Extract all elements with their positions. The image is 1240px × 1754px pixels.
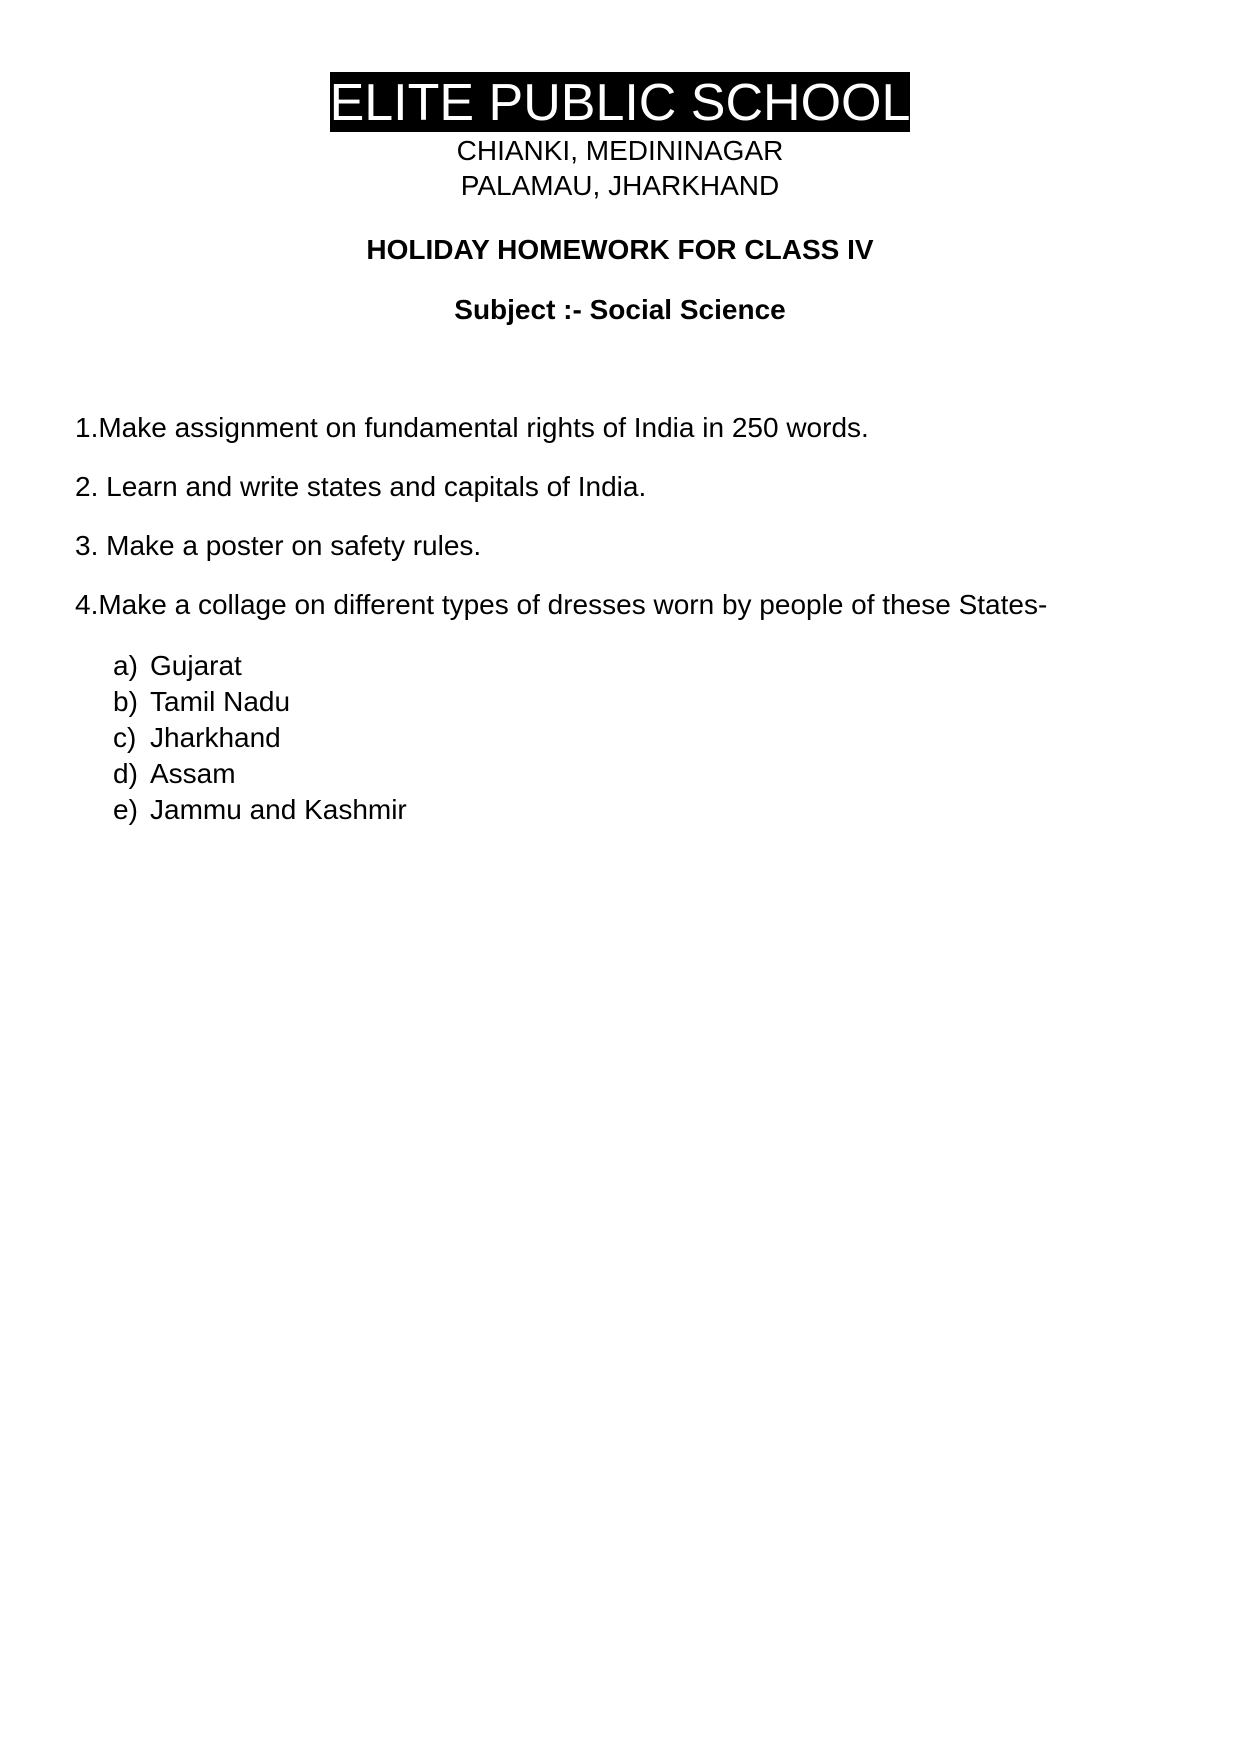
state-item bbox=[113, 684, 407, 720]
state-marker: a) bbox=[113, 650, 138, 681]
state-item bbox=[113, 756, 407, 792]
state-marker: c) bbox=[113, 722, 137, 753]
state-item bbox=[113, 648, 407, 684]
address-line-2: PALAMAU, JHARKHAND bbox=[460, 170, 780, 201]
task-item-1: 1.Make assignment on fundamental rights of India in 250 words. bbox=[75, 412, 869, 443]
task-item-4: 4.Make a collage on different types of dresses worn by people of these States- bbox=[75, 589, 1048, 620]
state-name: Tamil Nadu bbox=[150, 686, 291, 717]
state-marker: e) bbox=[113, 794, 138, 825]
state-item bbox=[113, 792, 407, 828]
school-header bbox=[0, 72, 1240, 203]
task-item-2: 2. Learn and write states and capitals of India. bbox=[75, 471, 647, 502]
state-name: Jammu and Kashmir bbox=[150, 794, 407, 825]
state-marker: d) bbox=[113, 758, 138, 789]
state-marker: b) bbox=[113, 686, 138, 717]
address-line-1: CHIANKI, MEDININAGAR bbox=[456, 135, 784, 166]
school-name: ELITE PUBLIC SCHOOL bbox=[329, 74, 911, 132]
state-list bbox=[113, 648, 407, 828]
task-item-3: 3. Make a poster on safety rules. bbox=[75, 530, 482, 561]
state-name: Assam bbox=[150, 758, 236, 789]
homework-title: HOLIDAY HOMEWORK FOR CLASS IV bbox=[366, 234, 874, 265]
state-item bbox=[113, 720, 407, 756]
subject-heading: Subject :- Social Science bbox=[454, 294, 786, 325]
task-list bbox=[75, 410, 1195, 646]
state-name: Gujarat bbox=[150, 650, 242, 681]
state-name: Jharkhand bbox=[150, 722, 281, 753]
